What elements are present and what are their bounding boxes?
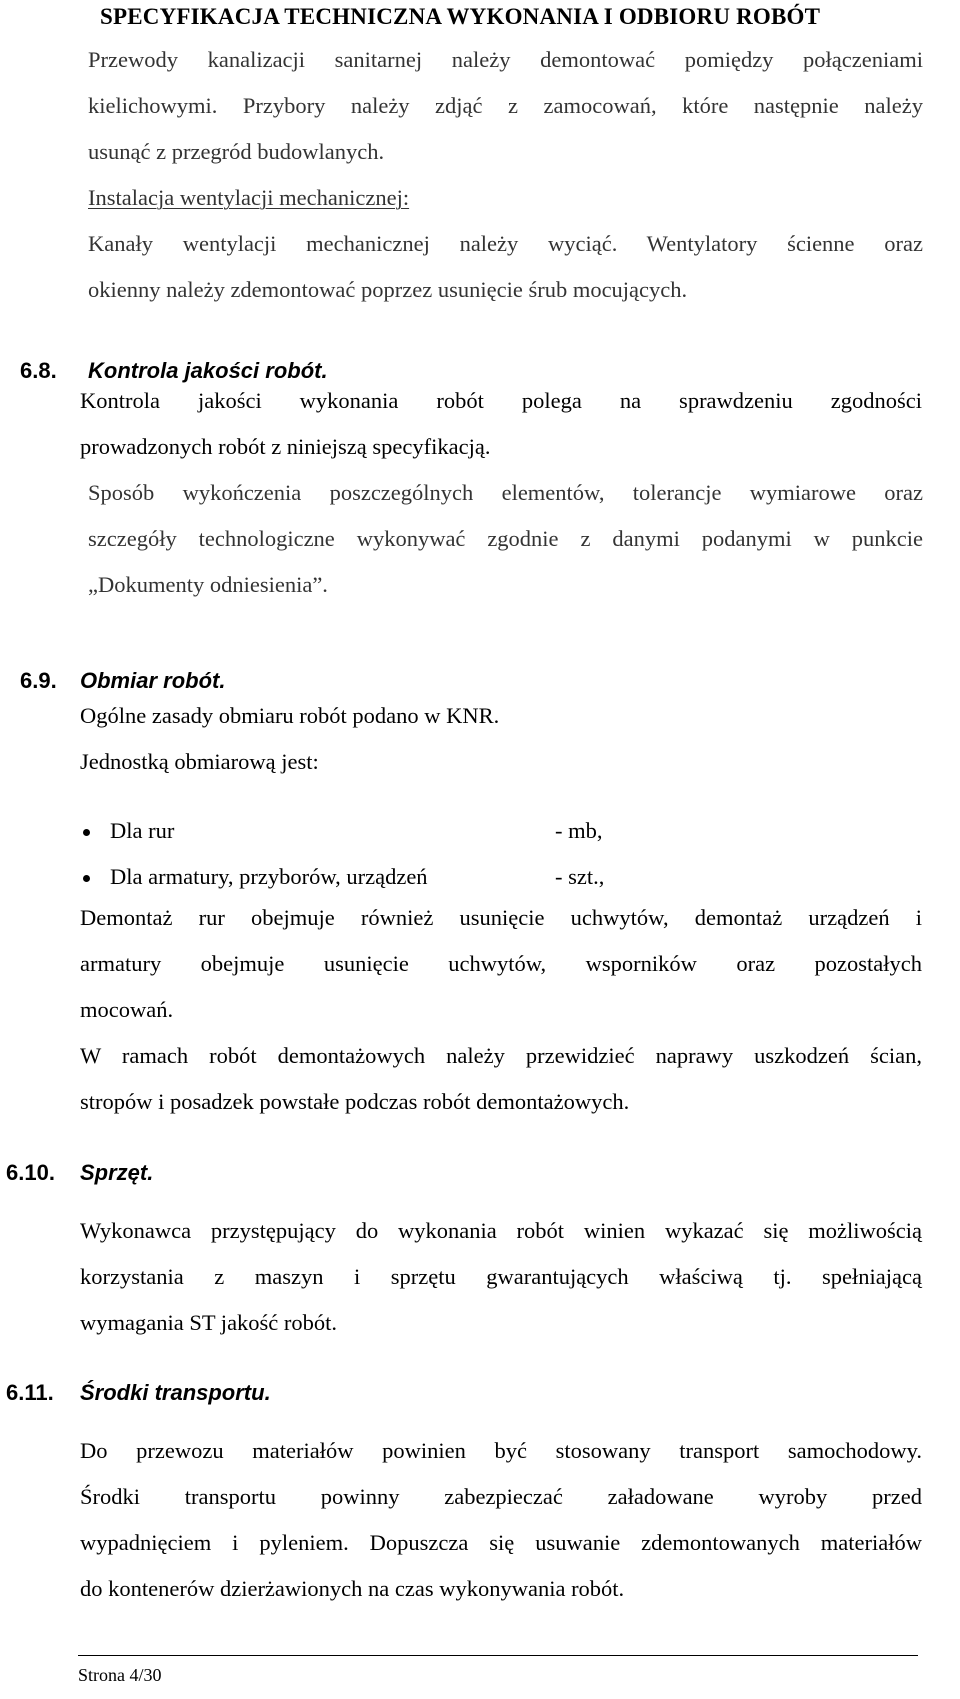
bullet-item — [110, 816, 174, 846]
paragraph-line: Ogólne zasady obmiaru robót podano w KNR. — [80, 703, 500, 728]
section-number: 6.8. — [20, 358, 57, 383]
paragraph-line: W ramach robót demontażowych należy przewidzieć naprawy uszkodzeń ścian, — [80, 1043, 922, 1068]
ventilation-line: okienny należy zdemontować poprzez usunięcie śrub mocujących. — [88, 277, 688, 302]
intro-line: usunąć z przegród budowlanych. — [88, 139, 385, 164]
section-heading-6-9 — [20, 666, 225, 696]
page-number: Strona 4/30 — [78, 1665, 162, 1685]
footer-divider — [78, 1655, 918, 1656]
paragraph-line: Środki transportu powinny zabezpieczać załadowane wyroby przed — [80, 1484, 922, 1509]
intro-line: Przewody kanalizacji sanitarnej należy demontować pomiędzy połączeniami — [88, 47, 923, 72]
bullet-icon — [83, 829, 90, 836]
quality-paragraph-2 — [88, 470, 923, 608]
paragraph-line: mocowań. — [80, 997, 174, 1022]
transport-paragraph — [80, 1428, 922, 1612]
ventilation-title: Instalacja wentylacji mechanicznej: — [88, 185, 410, 210]
section-number: 6.10. — [6, 1160, 55, 1185]
section-heading-6-11 — [6, 1378, 271, 1408]
paragraph-line: Wykonawca przystępujący do wykonania robót winien wykazać się możliwością — [80, 1218, 922, 1243]
paragraph-line: Jednostką obmiarową jest: — [80, 749, 319, 774]
paragraph-line: stropów i posadzek powstałe podczas robót demontażowych. — [80, 1089, 630, 1114]
paragraph-line: wymagania ST jakość robót. — [80, 1310, 338, 1335]
bullet-label: Dla armatury, przyborów, urządzeń — [110, 864, 428, 889]
paragraph-line: armatury obejmuje usunięcie uchwytów, wsporników oraz pozostałych — [80, 951, 922, 976]
paragraph-line: Kontrola jakości wykonania robót polega na sprawdzeniu zgodności — [80, 388, 922, 413]
section-title: Środki transportu. — [80, 1380, 271, 1405]
section-heading-6-10 — [6, 1158, 153, 1188]
paragraph-line: „Dokumenty odniesienia”. — [88, 572, 328, 597]
paragraph-line: Demontaż rur obejmuje również usunięcie uchwytów, demontaż urządzeń i — [80, 905, 922, 930]
paragraph-line: korzystania z maszyn i sprzętu gwarantujących właściwą tj. spełniającą — [80, 1264, 922, 1289]
dismantling-paragraph — [80, 895, 922, 1033]
intro-paragraph — [88, 37, 923, 175]
bullet-item — [110, 862, 428, 892]
paragraph-line: wypadnięciem i pyleniem. Dopuszcza się usuwanie zdemontowanych materiałów — [80, 1530, 922, 1555]
bullet-icon — [83, 875, 90, 882]
bullet-label: Dla rur — [110, 818, 175, 843]
section-number: 6.11. — [6, 1380, 54, 1405]
section-title: Obmiar robót. — [80, 668, 226, 693]
intro-line: kielichowymi. Przybory należy zdjąć z zamocowań, które następnie należy — [88, 93, 923, 118]
paragraph-line: Sposób wykończenia poszczególnych elementów, tolerancje wymiarowe oraz — [88, 480, 923, 505]
bullet-unit: - szt., — [555, 864, 605, 889]
page-header-title: SPECYFIKACJA TECHNICZNA WYKONANIA I ODBIORU ROBÓT — [100, 4, 821, 29]
measurement-lines — [80, 693, 922, 785]
paragraph-line: Do przewozu materiałów powinien być stosowany transport samochodowy. — [80, 1438, 922, 1463]
section-title: Sprzęt. — [80, 1160, 154, 1185]
paragraph-line: do kontenerów dzierżawionych na czas wykonywania robót. — [80, 1576, 625, 1601]
section-number: 6.9. — [20, 668, 57, 693]
paragraph-line: szczegóły technologiczne wykonywać zgodnie z danymi podanymi w punkcie — [88, 526, 923, 551]
bullet-unit: - mb, — [555, 818, 603, 843]
ventilation-line: Kanały wentylacji mechanicznej należy wyciąć. Wentylatory ścienne oraz — [88, 231, 923, 256]
equipment-paragraph — [80, 1208, 922, 1346]
repairs-paragraph — [80, 1033, 922, 1125]
section-title: Kontrola jakości robót. — [88, 358, 328, 383]
ventilation-block — [88, 175, 923, 313]
quality-paragraph-1 — [80, 378, 922, 470]
paragraph-line: prowadzonych robót z niniejszą specyfikacją. — [80, 434, 491, 459]
